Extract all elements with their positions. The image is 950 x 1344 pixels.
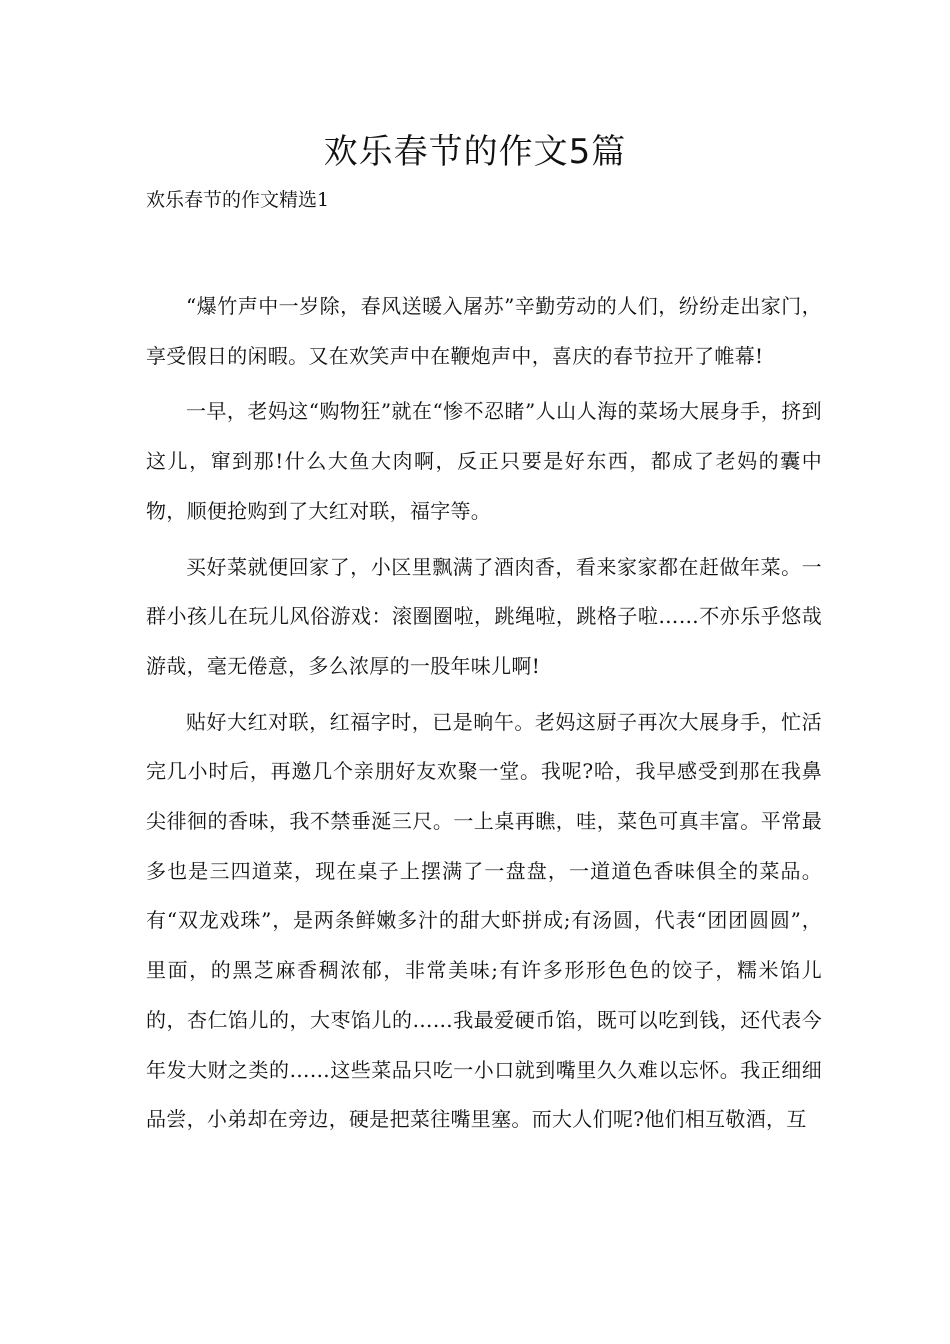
paragraph: 贴好大红对联，红福字时，已是晌午。老妈这厨子再次大展身手，忙活完几小时后，再邀几个亲朋好友欢聚一堂。我呢?哈，我早感受到那在我鼻尖徘徊的香味，我不禁垂涎三尺。一上桌再瞧，哇，菜色可真丰富。平常最多也是三四道菜，现在桌子上摆满了一盘盘，一道道色香味俱全的菜品。有“双龙戏珠”，是两条鲜嫩多汁的甜大虾拼成;有汤圆，代表“团团圆圆”，里面，的黑芝麻香稠浓郁，非常美味;有许多形形色色的饺子，糯米馅儿的，杏仁馅儿的，大枣馅儿的……我最爱硬币馅，既可以吃到钱，还代表今年发大财之类的……这些菜品只吃一小口就到嘴里久久难以忘怀。我正细细品尝，小弟却在旁边，硬是把菜往嘴里塞。而大人们呢?他们相互敬酒，互 (146, 709, 822, 1132)
paragraph: 买好菜就便回家了，小区里飘满了酒肉香，看来家家都在赶做年菜。一群小孩儿在玩儿风俗游戏：滚圈圈啦，跳绳啦，跳格子啦……不亦乐乎悠哉游哉，毫无倦意，多么浓厚的一股年味儿啊! (146, 554, 822, 678)
document-subtitle: 欢乐春节的作文精选1 (146, 189, 330, 211)
paragraph: “爆竹声中一岁除，春风送暖入屠苏”辛勤劳动的人们，纷纷走出家门，享受假日的闲暇。又在欢笑声中在鞭炮声中，喜庆的春节拉开了帷幕! (146, 294, 822, 368)
document-title: 欢乐春节的作文5篇 (323, 132, 627, 172)
paragraph: 一早，老妈这“购物狂”就在“惨不忍睹”人山人海的菜场大展身手，挤到这儿，窜到那!什么大鱼大肉啊，反正只要是好东西，都成了老妈的囊中物，顺便抢购到了大红对联，福字等。 (146, 399, 822, 523)
document-body (146, 282, 822, 1151)
